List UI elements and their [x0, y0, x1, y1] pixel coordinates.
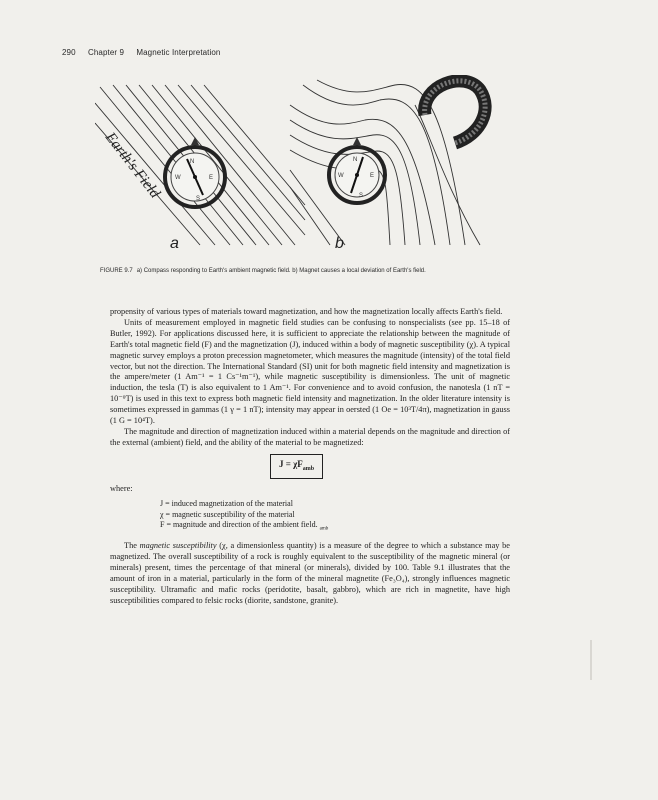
definitions — [160, 499, 510, 535]
compass-a-e: E — [209, 175, 214, 181]
running-header — [62, 48, 230, 57]
figure-label-a: a — [170, 235, 179, 252]
figure-label-b: b — [335, 235, 344, 252]
compass-b-n: N — [353, 157, 358, 163]
compass-b — [329, 137, 385, 203]
paragraph-2: Units of measurement employed in magnetic field studies can be confusing to nonspecialists (see pp. 15–18 of Butler, 1992). For applications discussed here, it is sufficient to appreciate the relationship between the magnitude of Earth's total magnetic field (F) and the magnetization (J), induced within a body of magnetic susceptibility (χ). A typical magnetic survey employs a proton precession magnetometer, which measures the magnitude (intensity) of the total field vector, but not the direction. The International Standard (SI) unit for both magnetic field intensity and magnetization is the ampere/meter (1 Am⁻¹ = 1 Cs⁻¹m⁻¹), while magnetic susceptibility is dimensionless. The unit of magnetic induction, the tesla (T) is also equivalent to 1 Am⁻¹. For convenience and to avoid confusion, the nanotesla (1 nT = 10⁻⁹T) is used in this text to express both magnetic field intensity and magnetization. In the older literature intensity is sometimes expressed in gammas (1 γ = 1 nT); intensity may appear in oersted (1 Oe = 10³T/4π), magnetization in gauss (1 G = 10⁴T). — [110, 317, 510, 426]
figure-9-7 — [95, 75, 505, 265]
page-number: 290 — [62, 48, 76, 57]
where-label: where: — [110, 484, 133, 494]
earths-field-label: Earth's Field — [101, 129, 163, 202]
compass-b-e: E — [370, 173, 375, 179]
compass-a-n: N — [190, 159, 195, 165]
paragraph-1: propensity of various types of materials toward magnetization, and how the magnetization locally affects Earth's field. — [110, 307, 503, 316]
figure-illustration — [95, 75, 505, 265]
definition-j: J = induced magnetization of the material — [160, 499, 293, 509]
definition-f — [160, 520, 510, 535]
figure-caption — [100, 267, 520, 276]
compass-b-s: S — [359, 193, 364, 199]
field-lines-b — [290, 80, 480, 245]
compass-b-w: W — [338, 173, 344, 179]
figure-caption-text: a) Compass responding to Earth's ambient magnetic field. b) Magnet causes a local deviation of Earth's field. — [136, 268, 426, 274]
body-text — [110, 307, 510, 607]
paragraph-4 — [110, 541, 510, 606]
equation-subscript: amb — [302, 465, 315, 472]
paragraph-4-rest: (χ, a dimensionless quantity) is a measure of the degree to which a substance may be magnetized. The overall susceptibility of a rock is roughly equivalent to the susceptibility of the magnetic mineral (or minerals) present, times the percentage of that mineral (or minerals), divided by 100. Table 9.1 illustrates that the amount of iron in a material, particularly in the form of the mineral magnetite (Fe₃O₄), strongly influences magnetic susceptibility. Ultramafic and mafic rocks (peridotite, basalt, gabbro), which are rich in magnetite, have high susceptibilities compared to felsic rocks (diorite, sandstone, granite). — [110, 541, 510, 606]
figure-caption-label: FIGURE 9.7 — [100, 268, 133, 274]
definition-f-subscript: amb — [319, 526, 329, 532]
compass-a-s: S — [196, 196, 201, 202]
definition-f-text: F = magnitude and direction of the ambient field. — [160, 520, 318, 530]
definition-chi: χ = magnetic susceptibility of the material — [160, 509, 295, 519]
paragraph-3: The magnitude and direction of magnetization induced within a material depends on the magnitude and direction of the external (ambient) field, and the ability of the material to be magnetized: — [110, 426, 510, 447]
paragraph-4-start: The — [124, 541, 140, 551]
compass-a-w: W — [175, 175, 181, 181]
scan-edge-mark — [590, 640, 592, 680]
chapter-title: Magnetic Interpretation — [136, 48, 221, 57]
chapter-number: Chapter 9 — [87, 48, 125, 57]
equation-box — [270, 454, 323, 480]
term-magnetic-susceptibility: magnetic susceptibility — [139, 541, 217, 551]
equation: J = χF — [279, 458, 303, 469]
